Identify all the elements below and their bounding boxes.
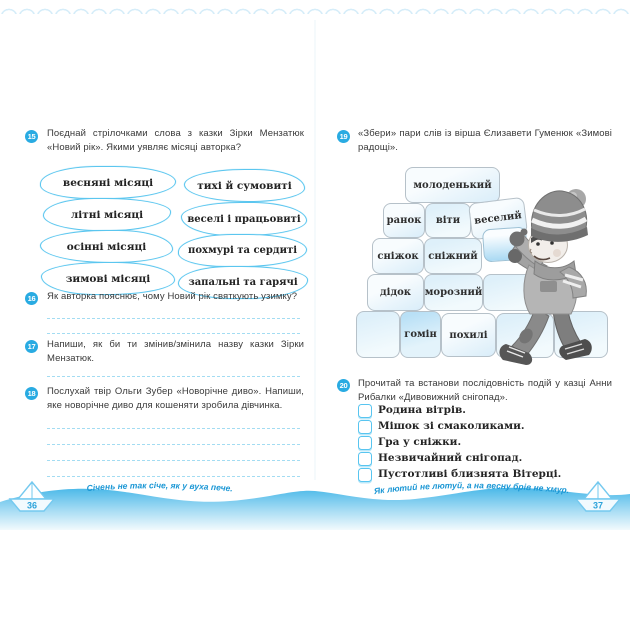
sequence-item-2: Мішок зі смаколиками. [378,420,525,432]
cloud-option-pokhmuri[interactable]: похмурі та сердиті [178,234,307,267]
page-number-36: 36 [26,500,38,511]
sequence-item-3: Гра у сніжки. [378,436,462,448]
ice-block-veselyi[interactable]: веселий [468,197,528,241]
exercise-20-prompt: Прочитай та встанови послідовність подій у казці Анни Рибалки «Дивовижний снігопад». [358,378,612,403]
exercise-15-badge: 15 [25,130,38,143]
ice-block-didok[interactable]: дідок [367,274,424,311]
exercise-17-prompt: Напиши, як би ти змінив/змінила назву казки Зірки Мензатюк. [47,339,304,364]
cloud-option-vesniani[interactable]: весняні місяці [40,166,176,199]
boy-illustration [495,183,613,369]
sequence-checkbox-4[interactable] [358,452,372,466]
sequence-item-4: Незвичайний снігопад. [378,452,523,464]
boy-hat [531,189,588,242]
footer-wave [0,476,630,530]
sequence-item-1: Родина вітрів. [378,404,466,416]
answer-line[interactable] [47,444,300,445]
cloud-option-veseli[interactable]: веселі і працьовиті [181,202,307,236]
ice-block-snizhnyi[interactable]: сніжний [424,238,482,274]
sequence-checkbox-1[interactable] [358,404,372,418]
exercise-19-badge: 19 [337,130,350,143]
exercise-15-prompt: Поєднай стрілочками слова з казки Зірки Мензатюк «Новий рік». Якими уявляє місяці авторка? [47,128,304,153]
right-footer-proverb: Як лютий не лютуй, а на весну брів не хмур. [373,480,570,497]
ice-block-ranok[interactable]: ранок [383,203,425,238]
exercise-16-prompt: Як авторка пояснює, чому Новий рік святкують узимку? [47,291,298,302]
cloud-option-litni[interactable]: літні місяці [43,198,171,231]
boy-legs [499,309,591,365]
answer-line[interactable] [47,333,300,334]
cloud-option-osinni[interactable]: осінні місяці [40,230,173,263]
exercise-18-badge: 18 [25,387,38,400]
ice-block-pokhyli[interactable]: похилі [441,313,496,357]
cloud-option-zapalni[interactable]: запальні та гарячі [178,266,308,299]
ice-block-molodenkyi[interactable]: молоденький [405,167,500,203]
exercise-18-prompt: Послухай твір Ольги Зубер «Новорічне диво». Напиши, яке новорічне диво для кошеняти зробила дівчинка. [47,386,304,411]
sequence-item-5: Пустотливі близнята Вітерці. [378,468,562,480]
exercise-20-badge: 20 [337,379,350,392]
cloud-option-zymovi[interactable]: зимові місяці [41,262,175,295]
answer-line[interactable] [47,460,300,461]
sequence-checkbox-2[interactable] [358,420,372,434]
ice-block-snizhok[interactable]: сніжок [372,238,424,274]
ice-block-moroznyi[interactable]: морозний [424,274,483,311]
answer-line[interactable] [47,376,300,377]
ice-block-homin[interactable]: гомін [400,311,441,358]
answer-line[interactable] [47,428,300,429]
exercise-17-badge: 17 [25,340,38,353]
page-number-37: 37 [592,500,604,511]
page-seam [314,20,316,480]
exercise-19-prompt: «Збери» пари слів із вірша Єлизавети Гуменюк «Зимові радощі». [358,128,612,153]
exercise-16-badge: 16 [25,292,38,305]
ice-block-vity[interactable]: віти [425,203,471,238]
ice-block-empty[interactable] [356,311,400,358]
top-scallop-border [0,3,630,14]
wave-band [0,488,630,530]
answer-line[interactable] [47,318,300,319]
sequence-checkbox-3[interactable] [358,436,372,450]
cloud-option-tykhi[interactable]: тихі й сумовиті [184,169,305,202]
left-footer-proverb: Січень не так січе, як у вуха пече. [86,480,234,494]
